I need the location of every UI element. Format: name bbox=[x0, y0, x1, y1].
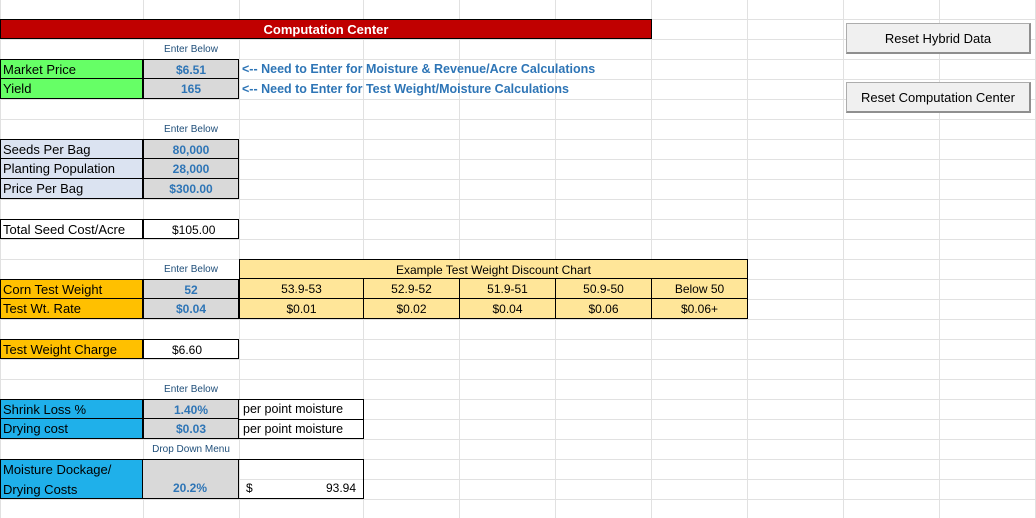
notes-divider bbox=[239, 419, 364, 420]
test-wt-rate-label: Test Wt. Rate bbox=[0, 299, 143, 319]
discount-value-cell: $0.06 bbox=[555, 299, 652, 319]
discount-value-cell: $0.01 bbox=[239, 299, 364, 319]
total-seed-cost-label: Total Seed Cost/Acre bbox=[0, 219, 143, 239]
discount-range-cell: 52.9-52 bbox=[363, 279, 460, 299]
planting-population-label: Planting Population bbox=[0, 159, 143, 179]
computation-center-header: Computation Center bbox=[0, 19, 652, 39]
discount-range-cell: Below 50 bbox=[651, 279, 748, 299]
drying-cost-label: Drying cost bbox=[0, 419, 143, 439]
market-price-input[interactable]: $6.51 bbox=[143, 59, 239, 79]
yield-input[interactable]: 165 bbox=[143, 79, 239, 99]
discount-range-cell: 50.9-50 bbox=[555, 279, 652, 299]
shrink-loss-note: per point moisture bbox=[243, 402, 344, 416]
shrink-loss-input[interactable]: 1.40% bbox=[143, 399, 239, 419]
enter-below-hint: Enter Below bbox=[164, 384, 218, 395]
price-per-bag-label: Price Per Bag bbox=[0, 179, 143, 199]
drying-cost-note: per point moisture bbox=[243, 422, 344, 436]
test-weight-charge-label: Test Weight Charge bbox=[0, 339, 143, 359]
discount-value-cell: $0.04 bbox=[459, 299, 556, 319]
corn-test-weight-label: Corn Test Weight bbox=[0, 279, 143, 299]
seeds-per-bag-label: Seeds Per Bag bbox=[0, 139, 143, 159]
discount-chart-title: Example Test Weight Discount Chart bbox=[239, 259, 748, 279]
discount-range-cell: 53.9-53 bbox=[239, 279, 364, 299]
moisture-dockage-label bbox=[0, 459, 143, 499]
enter-below-hint: Enter Below bbox=[164, 44, 218, 55]
seeds-per-bag-input[interactable]: 80,000 bbox=[143, 139, 239, 159]
moisture-dockage-value: 20.2% bbox=[172, 481, 208, 495]
discount-range-cell: 51.9-51 bbox=[459, 279, 556, 299]
moisture-dockage-dropdown[interactable] bbox=[143, 459, 239, 499]
enter-below-hint: Enter Below bbox=[164, 124, 218, 135]
dockage-amount: 93.94 bbox=[325, 481, 356, 495]
moisture-dockage-label-line2: Drying Costs bbox=[3, 482, 78, 497]
yield-label: Yield bbox=[0, 79, 143, 99]
market-price-label: Market Price bbox=[0, 59, 143, 79]
shrink-loss-label: Shrink Loss % bbox=[0, 399, 143, 419]
moisture-dockage-label-line1: Moisture Dockage/ bbox=[3, 462, 112, 477]
yield-note: <-- Need to Enter for Test Weight/Moisture Calculations bbox=[242, 82, 570, 96]
reset-computation-center-button[interactable]: Reset Computation Center bbox=[846, 82, 1031, 113]
planting-population-input[interactable]: 28,000 bbox=[143, 159, 239, 179]
dockage-currency: $ bbox=[246, 481, 253, 495]
dockage-amount-cell bbox=[239, 459, 364, 499]
reset-hybrid-data-button[interactable]: Reset Hybrid Data bbox=[846, 23, 1031, 54]
market-price-note: <-- Need to Enter for Moisture & Revenue/Acre Calculations bbox=[242, 62, 596, 76]
drop-down-menu-hint: Drop Down Menu bbox=[152, 444, 230, 455]
total-seed-cost-value: $105.00 bbox=[143, 219, 239, 239]
enter-below-hint: Enter Below bbox=[164, 264, 218, 275]
price-per-bag-input[interactable]: $300.00 bbox=[143, 179, 239, 199]
test-wt-rate-value: $0.04 bbox=[143, 299, 239, 319]
drying-cost-input[interactable]: $0.03 bbox=[143, 419, 239, 439]
test-weight-charge-value: $6.60 bbox=[143, 339, 239, 359]
discount-value-cell: $0.02 bbox=[363, 299, 460, 319]
corn-test-weight-input[interactable]: 52 bbox=[143, 279, 239, 299]
discount-value-cell: $0.06+ bbox=[651, 299, 748, 319]
